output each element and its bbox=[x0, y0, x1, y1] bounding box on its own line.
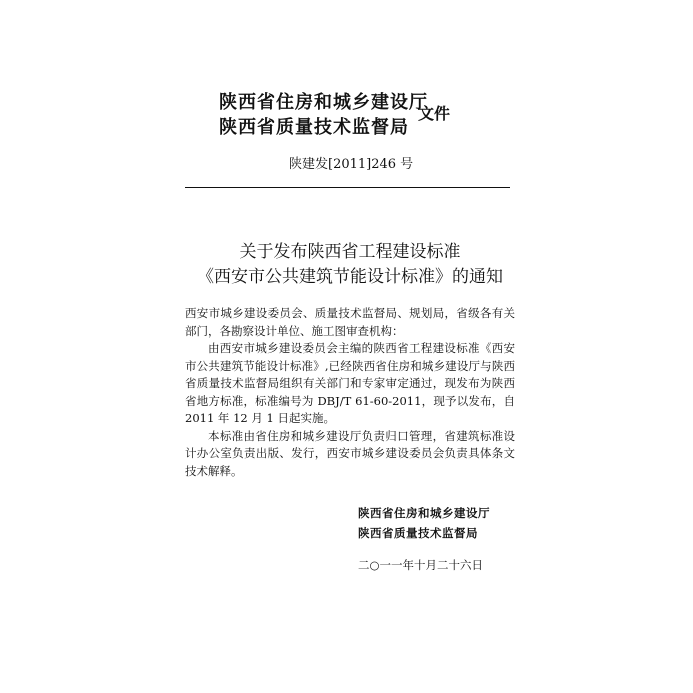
document-number: 陕建发[2011]246 号 bbox=[289, 157, 414, 172]
notice-title bbox=[175, 240, 525, 290]
notice-body bbox=[185, 305, 515, 480]
issuer-housing-department: 陕西省住房和城乡建设厅 bbox=[219, 92, 428, 113]
body-paragraph-1: 由西安市城乡建设委员会主编的陕西省工程建设标准《西安市公共建筑节能设计标准》,已经陕西省住房和城乡建设厅与陕西省质量技术监督局组织有关部门和专家审定通过，现发布为陕西省地方标准，标准编号为 DBJ/T 61-60-2011，现予以发布，自 2011 年 12 月 1 日起实施。 bbox=[185, 341, 515, 425]
issuing-agencies bbox=[219, 90, 428, 140]
recipients: 西安市城乡建设委员会、质量技术监督局、规划局，省级各有关部门，各勘察设计单位、施工图审查机构： bbox=[185, 306, 515, 338]
body-paragraph-2: 本标准由省住房和城乡建设厅负责归口管理，省建筑标准设计办公室负责出版、发行，西安市城乡建设委员会负责具体条文技术解释。 bbox=[185, 428, 515, 478]
issue-date: 二○一一年十月二十六日 bbox=[358, 558, 484, 572]
signature-block bbox=[358, 503, 490, 543]
header-divider bbox=[185, 187, 510, 188]
signer-housing-department: 陕西省住房和城乡建设厅 bbox=[358, 506, 490, 520]
title-line-2: 《西安市公共建筑节能设计标准》的通知 bbox=[197, 267, 503, 287]
signer-quality-bureau: 陕西省质量技术监督局 bbox=[358, 526, 478, 540]
document-word: 文件 bbox=[418, 104, 451, 123]
title-line-1: 关于发布陕西省工程建设标准 bbox=[239, 242, 461, 262]
issuer-quality-bureau: 陕西省质量技术监督局 bbox=[219, 117, 409, 138]
